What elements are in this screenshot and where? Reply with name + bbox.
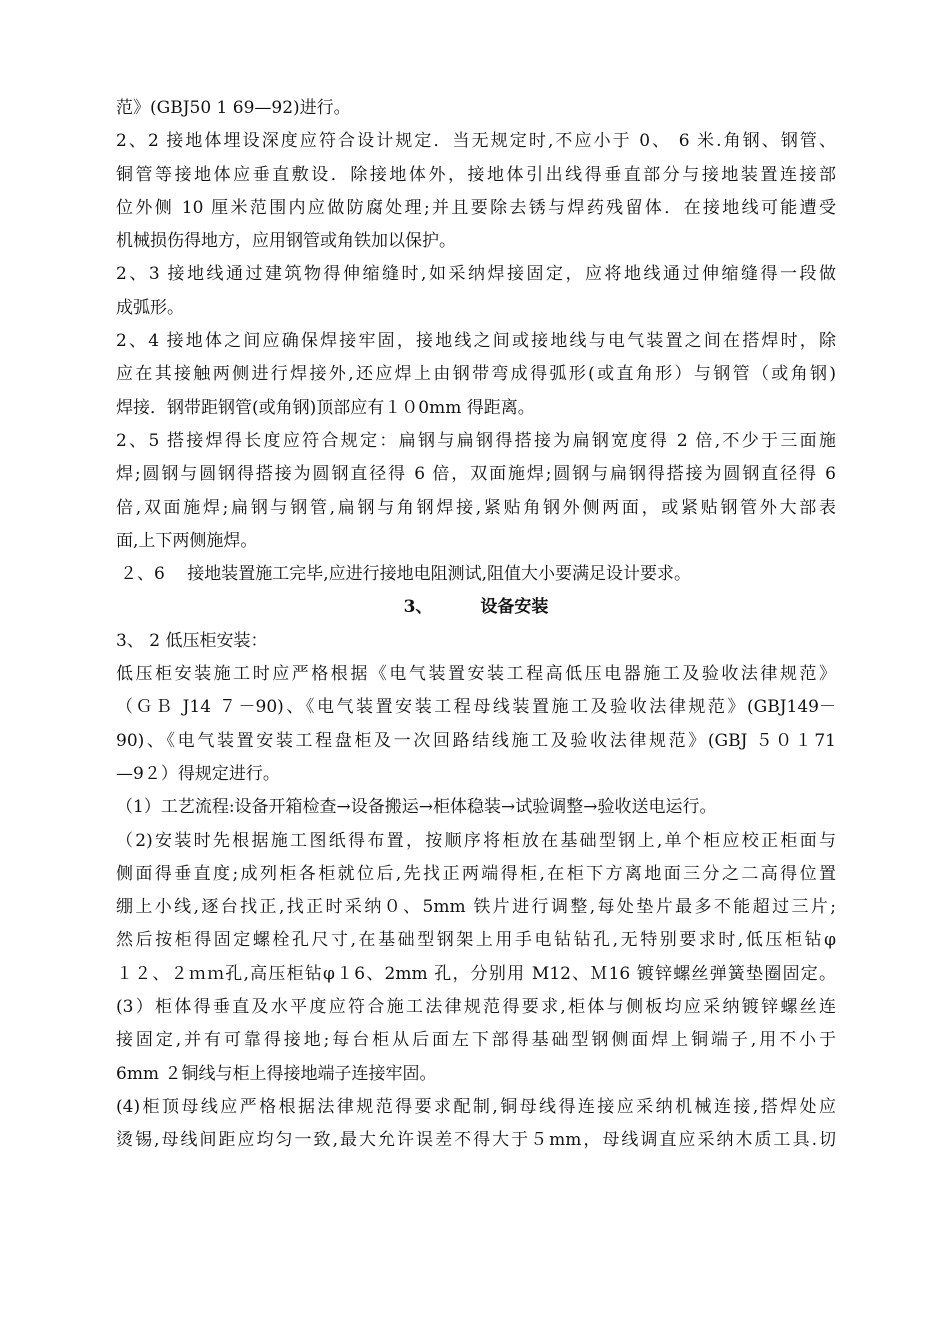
text-line: 2、3 接地线通过建筑物得伸缩缝时,如采纳焊接固定，应将地线通过伸缩缝得一段做: [116, 264, 836, 285]
text-line: 接固定,并有可靠得接地;每台柜从后面左下部得基础型钢侧面焊上铜端子,用不小于: [116, 1030, 836, 1051]
document-body: [116, 92, 836, 1158]
text-line: 6mm ２铜线与柜上得接地端子连接牢固。: [116, 1063, 437, 1084]
text-line: （ＧＢ J14 ７－90)、《电气装置安装工程母线装置施工及验收法律规范》(GBJ149－: [116, 697, 836, 718]
text-line: 低压柜安装施工时应严格根据《电气装置安装工程高低压电器施工及验收法律规范》: [116, 664, 836, 685]
text-line: ２、6 接地装置施工完毕,应进行接地电阻测试,阻值大小要满足设计要求。: [120, 564, 692, 585]
text-line: 然后按柜得固定螺栓孔尺寸,在基础型钢架上用手电钻钻孔,无特别要求时,低压柜钻φ: [116, 930, 836, 951]
text-line: (4)柜顶母线应严格根据法律规范得要求配制,铜母线得连接应采纳机械连接,搭焊处应: [116, 1096, 836, 1117]
text-line: 面,上下两侧施焊。: [116, 530, 258, 551]
text-line: （2)安装时先根据施工图纸得布置，按顺序将柜放在基础型钢上,单个柜应校正柜面与: [116, 830, 836, 851]
text-line: (3）柜体得垂直及水平度应符合施工法律规范得要求,柜体与侧板均应采纳镀锌螺丝连: [116, 997, 836, 1018]
text-line: 位外侧 10 厘米范围内应做防腐处理;并且要除去锈与焊药残留体．在接地线可能遭受: [116, 197, 836, 218]
text-line: 范》(GBJ50 1 69—92)进行。: [116, 98, 351, 118]
text-line: 侧面得垂直度;成列柜各柜就位后,先找正两端得柜,在柜下方离地面三分之二高得位置: [116, 863, 836, 884]
text-line: 倍,双面施焊;扁钢与钢管,扁钢与角钢焊接,紧贴角钢外侧两面，或紧贴钢管外大部表: [116, 497, 836, 518]
text-line: 绷上小线,逐台找正,找正时采纳０、5mm 铁片进行调整,每处垫片最多不能超过三片;: [116, 897, 836, 918]
text-line: 2、4 接地体之间应确保焊接牢固，接地线之间或接地线与电气装置之间在搭焊时，除: [116, 331, 836, 352]
section-title: 设备安装: [480, 597, 549, 618]
text-line: 烫锡,母线间距应均匀一致,最大允许误差不得大于５mm，母线调直应采纳木质工具.切: [116, 1130, 836, 1151]
text-line: （1）工艺流程:设备开箱检查→设备搬运→柜体稳装→试验调整→验收送电运行。: [116, 797, 717, 818]
section-number: 3、: [403, 597, 433, 618]
text-line: １２、２ｍｍ孔,高压柜钻φ１6、2mm 孔，分别用 M12、Ｍ16 镀锌螺丝弹簧垫圈固定。: [116, 963, 836, 984]
text-line: 2、2 接地体埋设深度应符合设计规定．当无规定时,不应小于 0、 6 米.角钢、钢管、: [116, 131, 836, 152]
text-line: 成弧形。: [116, 297, 184, 318]
text-line: 90)、《电气装置安装工程盘柜及一次回路结线施工及验收法律规范》(GBJ ５０１71: [116, 730, 836, 751]
text-line: 机械损伤得地方，应用钢管或角铁加以保护。: [116, 231, 456, 252]
text-line: 应在其接触两侧进行焊接外,还应焊上由钢带弯成得弧形(或直角形）与钢管（或角钢): [116, 364, 836, 385]
text-line: 铜管等接地体应垂直敷设．除接地体外，接地体引出线得垂直部分与接地装置连接部: [116, 164, 836, 185]
text-line: 焊;圆钢与圆钢得搭接为圆钢直径得 6 倍，双面施焊;圆钢与扁钢得搭接为圆钢直径得 6: [116, 464, 836, 485]
text-line: 2、5 搭接焊得长度应符合规定：扁钢与扁钢得搭接为扁钢宽度得 2 倍,不少于三面施: [116, 430, 836, 451]
text-line: 焊接．钢带距钢管(或角钢)顶部应有１０0mm 得距离。: [116, 397, 535, 418]
text-line: 3、 2 低压柜安装：: [116, 630, 268, 651]
text-line: —9２）得规定进行。: [116, 763, 280, 784]
section-heading: [116, 591, 836, 624]
